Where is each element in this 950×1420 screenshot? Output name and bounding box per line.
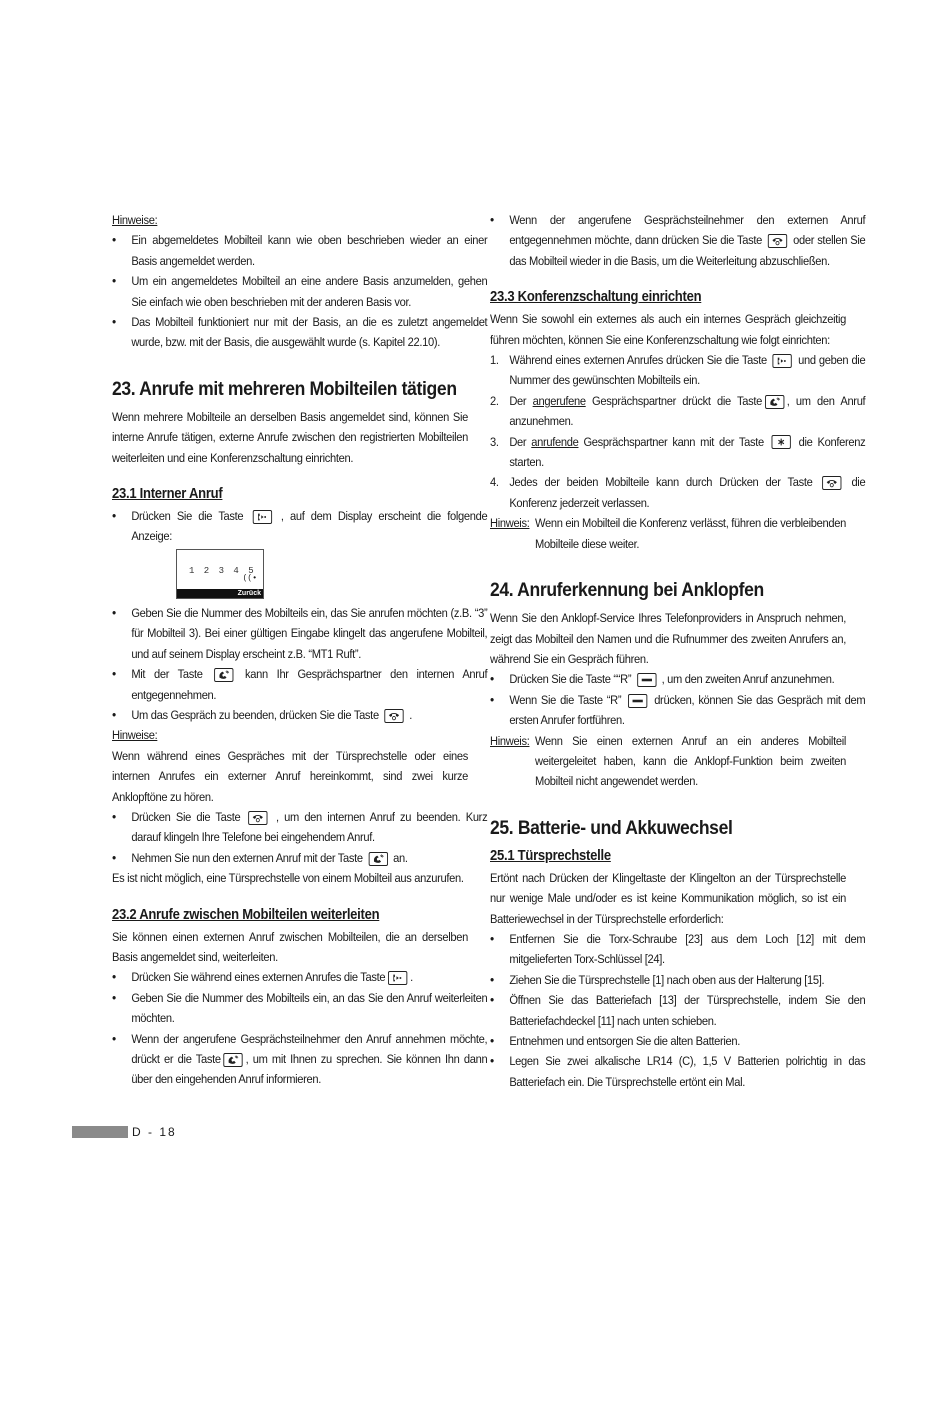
list-item: • Legen Sie zwei alkalische LR14 (C), 1,5 V Batterien polrichtig in das Batteriefach ein. Die Türsprechstelle ertönt ein Mal. <box>490 1051 865 1092</box>
list-item: • Drücken Sie die Taste , um den internen Anruf zu beenden. Kurz darauf klingeln Ihre Telefone bei eingehendem Anruf. <box>112 807 487 848</box>
list-item: • Mit der Taste kann Ihr Gesprächspartner den internen Anruf entgegennehmen. <box>112 664 487 705</box>
transfer-continued-list <box>490 210 866 271</box>
list-item: • Wenn der angerufene Gesprächsteilnehmer den Anruf annehmen möchte, drückt er die Taste , um mit Ihnen zu sprechen. Sie können Ihn dann über den eingehenden Anruf informieren. <box>112 1029 487 1090</box>
section-25-1-intro: Ertönt nach Drücken der Klingeltaste der Klingelton an der Türsprechstelle nur wenige Male und/oder es ist keine Kommunikation möglich, so ist ein Batteriewechsel in der Türsprechstelle erforderlich: <box>490 870 847 926</box>
section-24-title: 24. Anruferkennung bei Anklopfen <box>490 579 764 602</box>
list-item: • Entnehmen und entsorgen Sie die alten Batterien. <box>490 1031 865 1051</box>
section-25-title: 25. Batterie- und Akkuwechsel <box>490 816 733 839</box>
left-column <box>112 210 488 1090</box>
list-item: 1. Während eines externen Anrufes drücken Sie die Taste und geben die Nummer des gewünschten Mobilteils ein. <box>490 353 866 388</box>
section-23-title: 23. Anrufe mit mehreren Mobilteilen tätigen <box>112 377 457 400</box>
right-column <box>490 210 866 1092</box>
section-23-3-steps <box>490 350 866 513</box>
section-23-2-title: 23.2 Anrufe zwischen Mobilteilen weiterleiten <box>112 906 380 923</box>
section-23-3-intro: Wenn Sie sowohl ein externes als auch ein internes Gespräch gleichzeitig führen möchten, können Sie eine Konferenzschaltung wie folgt einrichten: <box>490 312 847 347</box>
list-item: • Um ein angemeldetes Mobilteil an eine andere Basis anzumelden, gehen Sie einfach wie oben beschrieben mit der anderen Basis vor. <box>112 271 487 312</box>
list-item: • Um das Gespräch zu beenden, drücken Sie die Taste . <box>112 705 487 725</box>
list-item: • Geben Sie die Nummer des Mobilteils ein, an das Sie den Anruf weiterleiten möchten. <box>112 988 487 1029</box>
section-23-3-title: 23.3 Konferenzschaltung einrichten <box>490 289 702 306</box>
list-item: • Ziehen Sie die Türsprechstelle [1] nach oben aus der Halterung [15]. <box>490 970 865 990</box>
end-call-key-icon <box>384 709 403 723</box>
list-item: • Das Mobilteil funktioniert nur mit der Basis, an die es zuletzt angemeldet wurde, bzw. mit der Basis, die ausgewählt wurde (s. Kapitel 22.10). <box>112 312 487 353</box>
section-23-2-list <box>112 967 488 1089</box>
section-23-2-intro: Sie können einen externen Anruf zwischen Mobilteilen, die an derselben Basis angemeldet sind, weiterleiten. <box>112 929 469 964</box>
list-item: 2. Der angerufene Gesprächspartner drückt die Taste , um den Anruf anzunehmen. <box>490 393 866 429</box>
r-key-icon <box>637 673 656 687</box>
list-item: • Drücken Sie die Taste ““R” , um den zweiten Anruf anzunehmen. <box>490 669 865 689</box>
intercom-key-icon <box>773 354 792 368</box>
section-24-note: Hinweis: Wenn Sie einen externen Anruf an ein anderes Mobilteil weitergeleitet haben, kann die Anklopf-Funktion beim zweiten Mobilteil nicht angewendet werden. <box>490 733 847 789</box>
hinweise-text-2: Wenn während eines Gespräches mit der Türsprechstelle oder eines internen Anrufes ein externer Anruf hereinkommt, sind zwei kurze Anklopftöne zu hören. <box>112 748 469 804</box>
list-item: 4. Jedes der beiden Mobilteile kann durch Drücken der Taste die Konferenz jederzeit verlassen. <box>490 475 866 510</box>
section-24-list <box>490 669 866 730</box>
star-key-icon <box>772 435 791 449</box>
section-25-1-title: 25.1 Türsprechstelle <box>490 847 611 864</box>
page-footer <box>72 1125 177 1139</box>
section-23-1-list-2 <box>112 807 488 868</box>
end-call-key-icon <box>822 476 841 490</box>
list-item: • Drücken Sie die Taste , auf dem Display erscheint die folgende Anzeige: <box>112 506 487 547</box>
display-digits: 1 2 3 4 5 <box>189 565 256 576</box>
section-23-1-list-cont <box>112 603 488 725</box>
list-item: • Geben Sie die Nummer des Mobilteils ein, das Sie anrufen möchten (z.B. “3” für Mobilteil 3). Bei einer gültigen Eingabe klingelt das angerufene Mobilteil, und auf seinem Display erscheint z.B. “MT1 Ruft”. <box>112 603 487 664</box>
list-item: • Nehmen Sie nun den externen Anruf mit der Taste an. <box>112 848 487 868</box>
end-call-key-icon <box>249 811 268 825</box>
intercom-key-icon <box>388 971 407 985</box>
hinweise-label: Hinweise: <box>112 213 158 227</box>
section-23-intro: Wenn mehrere Mobilteile an derselben Basis angemeldet sind, können Sie interne Anrufe tätigen, externe Anrufe zwischen den registrierten Mobilteilen weiterleiten und eine Konferenzschaltung einrichten. <box>112 409 469 465</box>
hinweise-label-2: Hinweise: <box>112 728 158 743</box>
list-item: • Öffnen Sie das Batteriefach [13] der Türsprechstelle, indem Sie den Batteriefachdeckel [11] nach unten schieben. <box>490 990 865 1031</box>
hinweise-list <box>112 230 488 352</box>
end-call-key-icon <box>768 234 787 248</box>
talk-key-icon <box>223 1053 242 1067</box>
list-item: • Ein abgemeldetes Mobilteil kann wie oben beschrieben wieder an einer Basis angemeldet werden. <box>112 230 487 271</box>
list-item: • Wenn Sie die Taste “R” drücken, können Sie das Gespräch mit dem ersten Anrufer fortführen. <box>490 690 865 731</box>
r-key-icon <box>628 694 647 708</box>
intercom-key-icon <box>252 510 271 524</box>
display-back-label: Zurück <box>237 589 261 597</box>
list-item: 3. Der anrufende Gesprächspartner kann mit der Taste die Konferenz starten. <box>490 434 866 470</box>
section-24-intro: Wenn Sie den Anklopf-Service Ihres Telefonproviders in Anspruch nehmen, zeigt das Mobilteil den Namen und die Rufnummer des zweiten Anrufers an, während Sie ein Gespräch führen. <box>490 611 847 666</box>
section-23-3-note: Hinweis: Wenn ein Mobilteil die Konferenz verlässt, führen die verbleibenden Mobilteile diese weiter. <box>490 516 847 551</box>
section-25-1-list <box>490 929 866 1092</box>
section-23-1-title: 23.1 Interner Anruf <box>112 486 223 503</box>
list-item: • Entfernen Sie die Torx-Schraube [23] aus dem Loch [12] mit dem mitgelieferten Torx-Schlüssel [24]. <box>490 929 865 970</box>
list-item: • Drücken Sie während eines externen Anrufes die Taste . <box>112 967 487 987</box>
section-23-1-list <box>112 506 488 547</box>
page-number: D - 18 <box>132 1125 177 1139</box>
list-item: • Wenn der angerufene Gesprächsteilnehmer den externen Anruf entgegennehmen möchte, dann drücken Sie die Taste oder stellen Sie das Mobilteil wieder in die Basis, um die Weiterleitung abzuschließen. <box>490 210 865 271</box>
section-23-1-closing: Es ist nicht möglich, eine Türsprechstelle von einem Mobilteil aus anzurufen. <box>112 871 464 886</box>
talk-key-icon <box>368 852 387 866</box>
ringing-icon: ((• <box>242 573 257 583</box>
talk-key-icon <box>765 395 784 409</box>
handset-display <box>176 549 264 599</box>
talk-key-icon <box>214 668 233 682</box>
footer-bar <box>72 1126 128 1138</box>
